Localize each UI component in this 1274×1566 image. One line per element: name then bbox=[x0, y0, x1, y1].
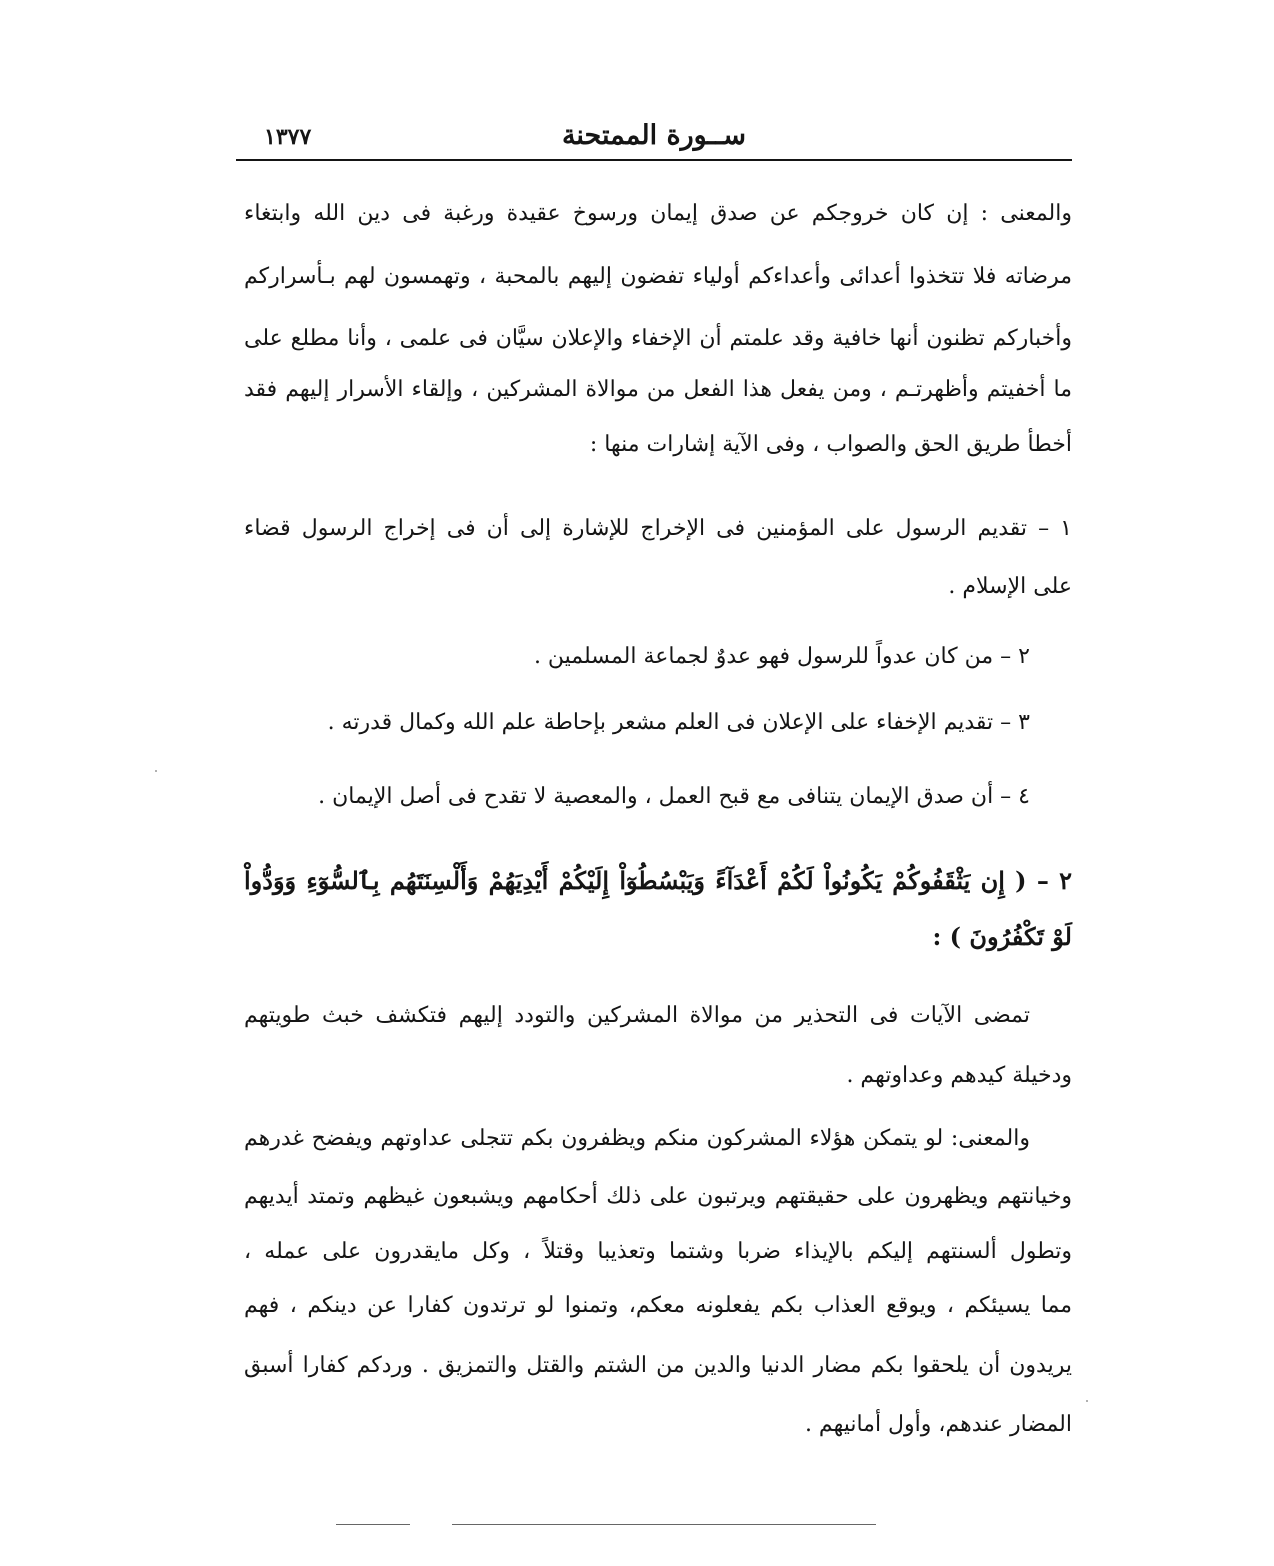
text-line: وتطول ألسنتهم إليكم بالإيذاء ضربا وشتما وتعذيبا وقتلاً ، وكل مايقدرون على عمله ، bbox=[244, 1239, 1072, 1264]
text-line: وخيانتهم ويظهرون على حقيقتهم ويرتبون على ذلك أحكامهم ويشبعون غيظهم وتمتد أيديهم bbox=[244, 1184, 1072, 1209]
text-line: يريدون أن يلحقوا بكم مضار الدنيا والدين من الشتم والقتل والتمزيق . وردكم كفارا أسبق bbox=[244, 1353, 1072, 1378]
list-item: ٤ – أن صدق الإيمان يتنافى مع قبح العمل ، والمعصية لا تقدح فى أصل الإيمان . bbox=[318, 784, 1030, 809]
text-line: مرضاته فلا تتخذوا أعدائى وأعداءكم أولياء تفضون إليهم بالمحبة ، وتهمسون لهم بـأسراركم bbox=[244, 264, 1072, 289]
scan-speck bbox=[155, 770, 157, 772]
footer-rule bbox=[452, 1524, 876, 1525]
text-line: تمضى الآيات فى التحذير من موالاة المشركين والتودد إليهم فتكشف خبث طويتهم bbox=[244, 1003, 1030, 1028]
text-line: والمعنى: لو يتمكن هؤلاء المشركون منكم ويظفرون بكم تتجلى عداوتهم ويفضح غدرهم bbox=[244, 1126, 1030, 1151]
list-item: ٢ – من كان عدواً للرسول فهو عدوٌ لجماعة المسلمين . bbox=[533, 644, 1030, 669]
text-line: ما أخفيتم وأظهرتـم ، ومن يفعل هذا الفعل من موالاة المشركين ، وإلقاء الأسرار إليهم فقد bbox=[244, 377, 1072, 402]
scan-speck bbox=[1086, 1400, 1088, 1402]
text-line: والمعنى : إن كان خروجكم عن صدق إيمان ورسوخ عقيدة ورغبة فى دين الله وابتغاء bbox=[244, 201, 1072, 226]
text-line: على الإسلام . bbox=[948, 574, 1072, 599]
text-line: المضار عندهم، وأول أمانيهم . bbox=[804, 1412, 1072, 1437]
text-line: ودخيلة كيدهم وعداوتهم . bbox=[846, 1063, 1072, 1088]
header-rule bbox=[236, 159, 1072, 161]
list-item: ٣ – تقديم الإخفاء على الإعلان فى العلم مشعر بإحاطة علم الله وكمال قدرته . bbox=[327, 710, 1030, 735]
quran-verse-line: ٢ – ( إِن يَثْقَفُوكُمْ يَكُونُواْ لَكُمْ أَعْدَآءً وَيَبْسُطُوٓاْ إِلَيْكُمْ أَيْدِيَهُمْ وَأَلْسِنَتَهُم بِٱلسُّوٓءِ وَوَدُّواْ bbox=[244, 866, 1072, 895]
surah-title: ســورة الممتحنة bbox=[561, 120, 747, 151]
list-item: ١ – تقديم الرسول على المؤمنين فى الإخراج للإشارة إلى أن فى إخراج الرسول قضاء bbox=[244, 516, 1072, 541]
text-line: مما يسيئكم ، ويوقع العذاب بكم يفعلونه معكم، وتمنوا لو ترتدون كفارا عن دينكم ، فهم bbox=[244, 1293, 1072, 1318]
page-header bbox=[236, 116, 1072, 160]
page-number: ١٣٧٧ bbox=[264, 124, 312, 150]
quran-verse-line: لَوْ تَكْفُرُونَ ) : bbox=[932, 922, 1072, 951]
text-line: وأخباركم تظنون أنها خافية وقد علمتم أن الإخفاء والإعلان سيَّان فى علمى ، وأنا مطلع على bbox=[244, 326, 1072, 351]
footer-rule bbox=[336, 1524, 410, 1525]
text-line: أخطأ طريق الحق والصواب ، وفى الآية إشارات منها : bbox=[589, 432, 1072, 457]
